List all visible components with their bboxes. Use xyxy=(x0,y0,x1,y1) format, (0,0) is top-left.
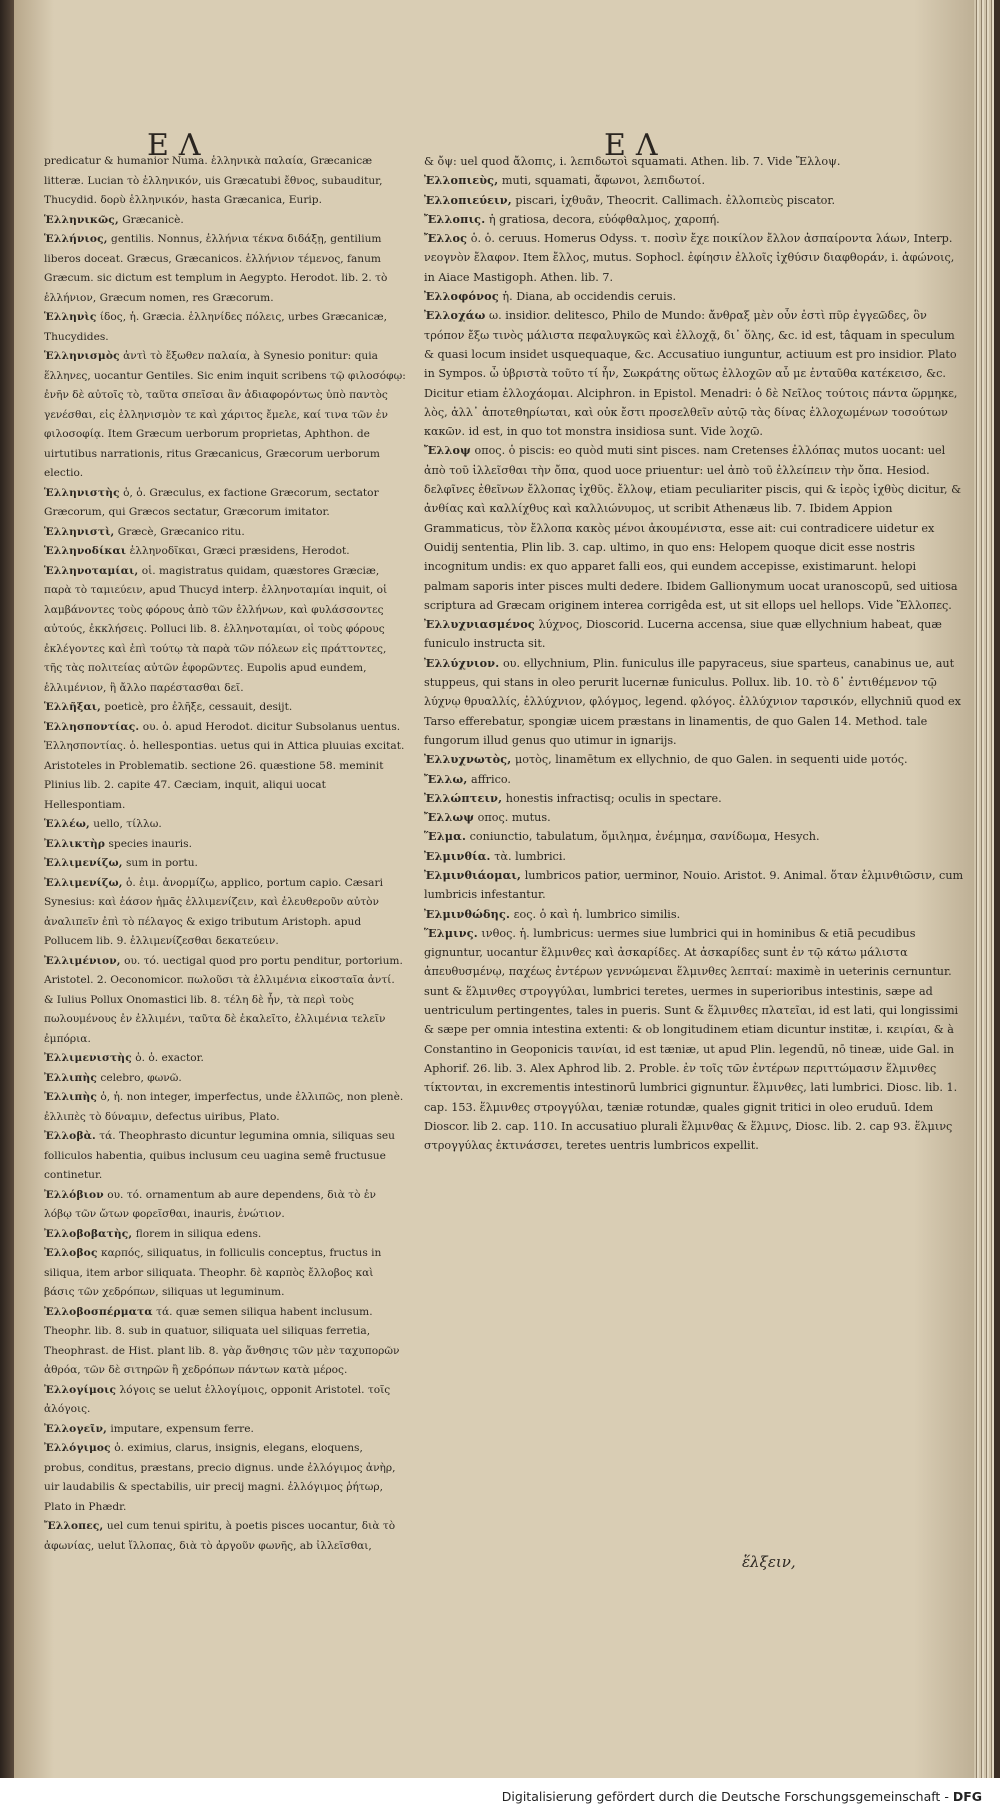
entry-lemma: Ἑλληνὶς xyxy=(44,311,97,323)
entry-lemma: Ἐλλοφόνος xyxy=(424,289,499,304)
entry-lemma: Ἐλλιπὴς xyxy=(44,1071,98,1084)
entry-lemma: Ἐλλόγιμος xyxy=(44,1442,111,1454)
entry-lemma: Ἔλλοπες, xyxy=(44,1520,104,1532)
entry-lemma: Ἐλλογεῖν, xyxy=(44,1422,108,1435)
dictionary-entry xyxy=(424,808,964,827)
dictionary-entry xyxy=(44,211,406,231)
entry-lemma: Ἐλλοπιεὺς, xyxy=(424,173,499,188)
entry-lemma: Ἔλλος xyxy=(424,231,468,246)
footer-separator: - xyxy=(940,1789,953,1804)
entry-lemma: Ἑλλήνιος, xyxy=(44,233,108,245)
entry-lemma: Ἐλλυχνωτὸς, xyxy=(424,752,512,767)
entry-lemma: Ἐλλικτὴρ xyxy=(44,837,106,850)
dictionary-entry xyxy=(424,750,964,769)
entry-text: florem in siliqua edens. xyxy=(135,1227,262,1240)
right-column xyxy=(424,152,964,1592)
entry-lemma: Ἑλληνοδίκαι xyxy=(44,545,127,557)
left-column xyxy=(44,152,406,1742)
page-edges xyxy=(974,0,1000,1778)
entry-lemma: Ἑλληνοταμίαι, xyxy=(44,564,139,577)
entry-lemma: Ἑλληνιστὴς xyxy=(44,486,120,499)
entry-text: coniunctio, tabulatum, ὅμιλημα, ἐνέμημα, σανίδωμα, Hesych. xyxy=(469,830,820,844)
entry-text: λύχνος, Dioscorid. Lucerna accensa, siue quæ ellychnium habeat, quæ funiculo instructa sit. xyxy=(424,618,942,651)
entry-text: ω. insidior. delitesco, Philo de Mundo: ἄνθραξ μὲν οὖν ἐστὶ πῦρ ἐγγεῶδες, ὃν τρόπον ἔξω τινὸς μάλιστα πεφαλυγκῶς καὶ ἐλλοχᾷ, δι᾽ ὅλης, &c. id est, tâquam in speculum & quasi locum insidet usquequaque, &c. Accusatiuo iunguntur, actiuum est pro insidior. Plato in Sympos. ὦ ὑβριστὰ τοῦτο τί ἦν, Σωκράτης οὕτως ἐλλοχῶν αὖ με ἐνταῦθα κατέκεισο, &c. Dicitur etiam ἐλλοχάομαι. Alciphron. in Epistol. Menadri: ὁ δὲ Νεῖλος τούτοις πάντα ὥρμηκε, λὸς, ἀλλ᾽ ἀποτεθηρίωται, καὶ οὐκ ἔστι προσελθεῖν αὐτῷ τὰς δίνας ἐλλοχωμένων τοσούτων κακῶν. id est, in quo tot monstra insidiosa sunt. Vide λοχῶ. xyxy=(424,309,958,439)
entry-text: ου. τό. ornamentum ab aure dependens, διὰ τὸ ἐν λόβῳ τῶν ὤτων φορεῖσθαι, inauris, ἐνώτιον. xyxy=(44,1188,376,1220)
entry-lemma: Ἔλλοψ xyxy=(424,443,471,458)
dictionary-entry xyxy=(44,1225,406,1245)
entry-text: muti, squamati, ἄφωνοι, λεπιδωτοί. xyxy=(501,174,705,188)
entry-text: ου. τό. uectigal quod pro portu penditur, portorium. Aristotel. 2. Oeconomicor. πωλοῦσι τὰ ἐλλιμένια εἰκοσταῖα ἀντί. & Iulius Pollux Onomastici lib. 8. τέλη δὲ ἦν, τὰ περὶ τοὺς πωλουμένους ἐν ἐλλιμένι, ταῦτα δὲ ἐκαλεῖτο, ἐλλιμένια τελεῖν ἐμπόρια. xyxy=(44,954,403,1045)
dictionary-entry xyxy=(44,1420,406,1440)
entry-lemma: Ἑλλησποντίας. xyxy=(44,720,140,733)
running-head-right: ΕΛ xyxy=(604,128,668,163)
dictionary-entry xyxy=(424,770,964,789)
dictionary-entry xyxy=(44,1088,406,1127)
dictionary-entry xyxy=(44,854,406,874)
entry-text: predicatur & humanior Numa. ἑλληνικὰ παλαία, Græcanicæ litteræ. Lucian τὸ ἑλληνικόν, uis Græcatubi ἔθνος, subauditur, Thucydid. δορὺ ἑλληνικόν, hasta Græcanica, Eurip. xyxy=(44,155,383,206)
dictionary-entry xyxy=(44,308,406,347)
entry-text: τὰ. lumbrici. xyxy=(494,849,566,863)
entry-text: uel cum tenui spiritu, à poetis pisces uocantur, διὰ τὸ ἀφωνίας, uelut ἴλλοπας, διὰ τὸ ἀργοῦν φωνῆς, ab ἰλλεῖσθαι, xyxy=(44,1520,396,1552)
catchword: ἕλξειν, xyxy=(742,1553,796,1571)
entry-text: ὁ. eximius, clarus, insignis, elegans, eloquens, probus, conditus, præstans, precio dignus. unde ἐλλόγιμος ἀνὴρ, uir laudabilis & spectabilis, uir precij magni. ἐλλόγιμος ῥήτωρ, Plato in Phædr. xyxy=(44,1442,396,1513)
entry-lemma: Ἑλληνικῶς, xyxy=(44,213,119,226)
entry-lemma: Ἐλλύχνιον. xyxy=(424,655,500,670)
dictionary-entry xyxy=(44,523,406,543)
entry-lemma: Ἐλλυχνιασμένος xyxy=(424,617,535,632)
dictionary-entry xyxy=(44,718,406,816)
dictionary-entry xyxy=(44,1244,406,1303)
dictionary-entry xyxy=(44,1069,406,1089)
entry-lemma: Ἐλλοβος xyxy=(44,1247,98,1259)
book-gutter xyxy=(0,0,14,1815)
entry-text: affrico. xyxy=(471,772,511,786)
dictionary-entry xyxy=(424,866,964,905)
entry-lemma: Ἑλλῆξαι, xyxy=(44,701,102,713)
dictionary-entry xyxy=(44,1517,406,1556)
dictionary-entry xyxy=(424,615,964,654)
entry-text: & ὄψ: uel quod ἄλοπις, i. λεπιδωτοὶ squamati. Athen. lib. 7. Vide Ἔλλοψ. xyxy=(424,155,841,168)
entry-text: gentilis. Nonnus, ἑλλήνια τέκνα διδάξῃ, gentilium liberos doceat. Græcus, Græcanicos. ἑλλήνιον τέμενος, fanum Græcum. sic dictum est templum in Aegypto. Herodot. lib. 2. τὸ ἑλλήνιον, Græcum nomen, res Græcorum. xyxy=(44,233,388,304)
dictionary-entry xyxy=(424,191,964,210)
entry-lemma: Ἕλμα. xyxy=(424,829,467,844)
entry-text: οἱ. magistratus quidam, quæstores Græciæ, παρὰ τὸ ταμιεύειν, apud Thucyd interp. ἑλληνοταμίαι inquit, οἱ λαμβάνοντες τοὺς φόρους ἀπὸ τῶν ἑλλήνων, καὶ φυλάσσοντες αὐτούς, ἐκκλήσεις. Polluci lib. 8. ἑλληνοταμίαι, οἱ τοὺς φόρους ἐκλέγοντες καὶ ἐπὶ τούτῳ τὰ παρὰ τῶν πόλεων εἰς πράττοντες, τῆς τὰς πολιτείας αὐτῶν ἐφορῶντες. Eupolis apud eundem, ἑλλιμένιον, ἢ ἄλλο παρέστασθαι δεῖ. xyxy=(44,564,388,694)
entry-text: τά. quæ semen siliqua habent inclusum. Theophr. lib. 8. sub in quatuor, siliquata uel siliquas ferretia, Theophrast. de Hist. plant lib. 8. γὰρ ἄνθησις τῶν μὲν ταχυπορῶν ἀθρόα, τῶν δὲ σιτηρῶν ἢ χεδρόπων πάντων κατὰ μέρος. xyxy=(44,1305,400,1376)
entry-text: ὁ. ἐιμ. ἀνορμίζω, applico, portum capio. Cæsari Synesius: καὶ ἐάσον ἡμᾶς ἐλλιμενίζειν, καὶ ἐλευθεροῦν αὐτὸν ἀναλιπεῖν ἐπὶ τὸ πέλαγος & exigo tributum Aristoph. apud Pollucem lib. 9. ἐλλιμενίζεσθαι δεκατεύειν. xyxy=(44,876,383,947)
entry-text: ἡ. Diana, ab occidendis ceruis. xyxy=(502,290,676,304)
entry-text: εος. ὁ καὶ ἡ. lumbrico similis. xyxy=(513,907,681,921)
dictionary-entry xyxy=(44,484,406,523)
dictionary-entry xyxy=(424,210,964,229)
entry-lemma: Ἐλλοβοσπέρματα xyxy=(44,1305,153,1318)
entry-lemma: Ἕλμινς. xyxy=(424,925,478,940)
entry-text: lumbricos patior, uerminor, Nouio. Aristot. 9. Animal. ὅταν ἑλμινθιῶσιν, cum lumbricis infestantur. xyxy=(424,868,964,902)
dictionary-entry xyxy=(424,171,964,190)
entry-lemma: Ἑλληνισμὸς xyxy=(44,350,120,362)
footer-bar xyxy=(0,1778,1000,1815)
dictionary-entry xyxy=(44,1439,406,1517)
dictionary-entry xyxy=(424,229,964,287)
entry-text: ινθος. ἡ. lumbricus: uermes siue lumbrici qui in hominibus & etiā pecudibus gignuntur, uocantur ἕλμινθες καὶ ἀσκαρίδες. At ἀσκαρίδες sunt ἐν τῷ κάτω μάλιστα ἀπευθυσμένῳ, παχέως ἐντέρων γεννώμεναι ἕλμινθες λεπταί: maximè in ueterinis cernuntur. sunt & ἕλμινθες στρογγύλαι, lumbrici teretes, uermes in superioribus intestinis, sæpe ad uentriculum pertingentes, tales in pueris. Sunt & ἕλμινθες πλατεῖαι, id est lati, qui longissimi & sæpe per omnia intestina extenti: & ob longitudinem etiam dicuntur institæ, i. κειρίαι, & à Constantino in Geoponicis ταινίαι, id est tæniæ, ut apud Plin. legendū, nō tineæ, uide Gal. in Aphorif. 26. lib. 3. Alex Aphrod lib. 2. Proble. ἐν τοῖς τῶν ἐντέρων περιττώμασιν ἕλμινθες τίκτονται, in excrementis intestinorū lumbrici gignuntur. ἕλμινθες, lati lumbrici. Diosc. lib. 1. cap. 153. ἕλμινθες στρογγύλαι, tæniæ rotundæ, quales gignit tritici in oleo eruduū. Idem Dioscor. lib 2. cap. 110. In accusatiuo plurali ἕλμινθας & ἕλμινς, Diosc. lib. 2. cap 93. ἕλμινς στρογγύλας ἐκτινάσσει, teretes uentris lumbricos expellit. xyxy=(424,926,959,1153)
dictionary-entry xyxy=(424,924,964,1156)
entry-text: λόγοις se uelut ἑλλογίμοις, opponit Aristotel. τοῖς ἀλόγοις. xyxy=(44,1383,391,1415)
dictionary-entry xyxy=(44,562,406,699)
dictionary-entry xyxy=(424,654,964,750)
dictionary-entry xyxy=(424,152,964,171)
dictionary-entry xyxy=(44,952,406,1050)
entry-text: honestis infractisq; oculis in spectare. xyxy=(505,791,722,805)
dictionary-entry xyxy=(424,287,964,306)
entry-lemma: Ἔλλωψ xyxy=(424,810,475,825)
dictionary-entry xyxy=(44,1381,406,1420)
dictionary-entry xyxy=(424,441,964,615)
entry-text: poeticè, pro ἐλῆξε, cessauit, desijt. xyxy=(104,701,293,713)
entry-lemma: Ἐλλιμένιον, xyxy=(44,954,121,967)
entry-lemma: Ἐλλιμενίζω, xyxy=(44,876,123,889)
dictionary-entry xyxy=(44,1303,406,1381)
dictionary-entry xyxy=(44,1049,406,1069)
entry-lemma: Ἔλλοπις. xyxy=(424,211,486,226)
entry-text: καρπός, siliquatus, in folliculis conceptus, fructus in siliqua, item arbor siliquata. Theophr. δὲ καρπὸς ἔλλοβος καὶ βάσις τῶν χεδρόπων, siliquas ut leguminum. xyxy=(44,1247,382,1298)
entry-text: μοτὸς, linamētum ex ellychnio, de quo Galen. in sequenti uide μοτός. xyxy=(514,753,908,767)
entry-lemma: Ἐλλοπιεύειν, xyxy=(424,192,512,207)
entry-text: ἀντὶ τὸ ἔξωθεν παλαία, à Synesio ponitur: quia ἕλληνες, uocantur Gentiles. Sic enim inquit scribens τῷ φιλοσόφῳ: ἐνῆν δὲ αὐτοῖς τὸ, ταῦτα σπεῖσαι ἂν ἀδιαφορόντως ὑπὸ παντὸς γενέσθαι, εἰς ἑλληνισμὸν τε καὶ χάριτος ἔμελε, καί τινα τῶν ἐν φιλοσοφίᾳ. Item Græcum uerborum proprietas, Aphthon. de uirtutibus narrationis, ritus Græcanicus, Græcorum uerborum electio. xyxy=(44,350,406,479)
dictionary-entry xyxy=(44,347,406,484)
dictionary-entry xyxy=(44,815,406,835)
book-page xyxy=(14,0,974,1778)
entry-lemma: Ἐλλιμενιστὴς xyxy=(44,1052,132,1064)
dictionary-entry xyxy=(424,789,964,808)
entry-text: οπος. ὁ piscis: eo quòd muti sint pisces. nam Cretenses ἐλλόπας mutos uocant: uel ἀπὸ τοῦ ἰλλεῖσθαι τὴν ὄπα, quod uoce priuentur: uel ἀπὸ τοῦ ἐλλείπειν τὴν ὄπα. Hesiod. δελφῖνες ἐθεῖνων ἔλλοπας ἰχθῦς. ἔλλοψ, etiam peculiariter piscis, qui & ἱερὸς ἰχθὺς dicitur, & ἀνθίας καὶ καλλίχθυς καὶ καλλιώνυμος, ut scribit Athenæus lib. 7. Ibidem Appion Grammaticus, τὸν ἔλλοπα κακὸς μένοι ἀκουμένιστα, esse ait: cui contradicere uidetur ex Ouidij sententia, Plin lib. 3. cap. ultimo, in quo ens: Helopem quoque dicit esse nostris incognitum undis: ex quo apparet falli eos, qui eundem accepisse, existimarunt. helopi palmam saporis inter pisces multi dedere. Ibidem Gallionymum uocat uranoscopū, sed uitiosa scriptura ad Græcam originem interea corrigêda est, ut sit ellops uel hellops. Vide Ἔλλοπες. xyxy=(424,444,962,612)
dictionary-entry xyxy=(44,698,406,718)
entry-text: piscari, ἰχθυᾶν, Theocrit. Callimach. ἐλλοπιεὺς piscator. xyxy=(515,193,836,207)
entry-text: imputare, expensum ferre. xyxy=(110,1422,254,1435)
dictionary-entry xyxy=(424,306,964,441)
dictionary-entry xyxy=(44,835,406,855)
dictionary-entry xyxy=(44,230,406,308)
entry-lemma: Ἑλληνιστὶ, xyxy=(44,525,115,538)
dictionary-entry xyxy=(44,1186,406,1225)
dictionary-entry xyxy=(44,874,406,952)
dictionary-entry xyxy=(44,152,406,211)
entry-lemma: Ἐλλόβιον xyxy=(44,1188,104,1201)
footer-prefix: Digitalisierung gefördert durch die Deutsche Forschungsgemeinschaft xyxy=(501,1789,941,1804)
entry-lemma: Ἔλλω, xyxy=(424,771,468,786)
entry-text: species inauris. xyxy=(108,837,192,850)
entry-text: ἡ gratiosa, decora, εὐόφθαλμος, χαροπή. xyxy=(488,212,720,226)
entry-text: ἑλληνοδῖκαι, Græci præsidens, Herodot. xyxy=(129,545,350,557)
entry-lemma: Ἐλλιμενίζω, xyxy=(44,857,123,869)
entry-lemma: Ἐλλοχάω xyxy=(424,308,486,323)
entry-text: ὁ. ὁ. exactor. xyxy=(135,1052,204,1064)
entry-lemma: Ἐλλιπὴς xyxy=(44,1091,98,1103)
entry-text: ου. ellychnium, Plin. funiculus ille papyraceus, siue sparteus, canabinus ue, aut stuppeus, qui stans in oleo perurit lucernæ funiculus. Pollux. lib. 10. τὸ δ᾽ ἐντιθέμενον τῷ λύχνῳ θρυαλλίς, ἐλλύχνιον, φλόγμος, legend. φλόγος. ἐλλύχνιον ταρσικόν, ellychniū quod ex Tarso efferebatur, spongiæ uicem præstans in linamentis, de quo Galen 14. Method. tale fungorum illud genus quo utimur in ignarijs. xyxy=(424,656,961,747)
entry-lemma: Ἐλμινθώδης. xyxy=(424,906,511,921)
footer-text xyxy=(502,1789,982,1804)
entry-text: ου. ὁ. apud Herodot. dicitur Subsolanus uentus. Ἑλλησποντίας. ὁ. hellespontias. uetus qui in Attica pluuias excitat. Aristoteles in Problematib. sectione 26. quæstione 58. meminit Plinius lib. 2. capite 47. Cæciam, inquit, aliqui uocat Hellespontiam. xyxy=(44,720,405,811)
entry-lemma: Ἐλλογίμοις xyxy=(44,1383,117,1396)
dictionary-entry xyxy=(424,827,964,846)
entry-lemma: Ἐλλοβοβατὴς, xyxy=(44,1227,133,1240)
entry-text: Græcanicè. xyxy=(122,213,184,226)
entry-text: ὁ, ὁ. Græculus, ex factione Græcorum, sectator Græcorum, qui Græcos sectatur, Græcorum imitator. xyxy=(44,486,379,518)
entry-text: τά. Theophrasto dicuntur legumina omnia, siliquas seu folliculos habentia, quibus inclusum ceu uagina semê fructusue continetur. xyxy=(44,1130,396,1181)
entry-text: ὁ. ὁ. ceruus. Homerus Odyss. τ. ποσὶν ἔχε ποικίλον ἔλλον ἀσπαίροντα λάων, Interp. νεογνὸν ἔλαφον. Item ἔλλος, mutus. Sophocl. ἐφίησιν ἐλλοῖς ἰχθύσιν διαφθοράν, i. ἀφώνοις, in Aiace Mastigoph. Athen. lib. 7. xyxy=(424,232,955,284)
entry-lemma: Ἑλλέω, xyxy=(44,818,90,830)
entry-text: Græcè, Græcanico ritu. xyxy=(117,525,245,538)
entry-lemma: Ἐλμινθία. xyxy=(424,848,491,863)
entry-lemma: Ἐλμινθιάομαι, xyxy=(424,867,522,882)
dictionary-entry xyxy=(424,905,964,924)
dictionary-entry xyxy=(44,542,406,562)
entry-lemma: Ἐλλοβὰ. xyxy=(44,1130,96,1142)
entry-text: sum in portu. xyxy=(126,857,198,869)
dictionary-entry xyxy=(44,1127,406,1186)
entry-text: οπος. mutus. xyxy=(477,811,551,825)
dictionary-entry xyxy=(424,847,964,866)
entry-text: ὁ, ἡ. non integer, imperfectus, unde ἐλλιπῶς, non plenè. ἐλλιπὲς τὸ δύναμιν, defectus uiribus, Plato. xyxy=(44,1091,404,1123)
entry-text: uello, τίλλω. xyxy=(93,818,162,830)
running-head-left: ΕΛ xyxy=(147,128,211,163)
entry-lemma: Ἐλλώπτειν, xyxy=(424,790,503,805)
dfg-logo: DFG xyxy=(952,1789,982,1804)
entry-text: celebro, φωνῶ. xyxy=(100,1071,182,1084)
entry-text: ίδος, ἡ. Græcia. ἑλληνίδες πόλεις, urbes Græcanicæ, Thucydides. xyxy=(44,311,387,343)
